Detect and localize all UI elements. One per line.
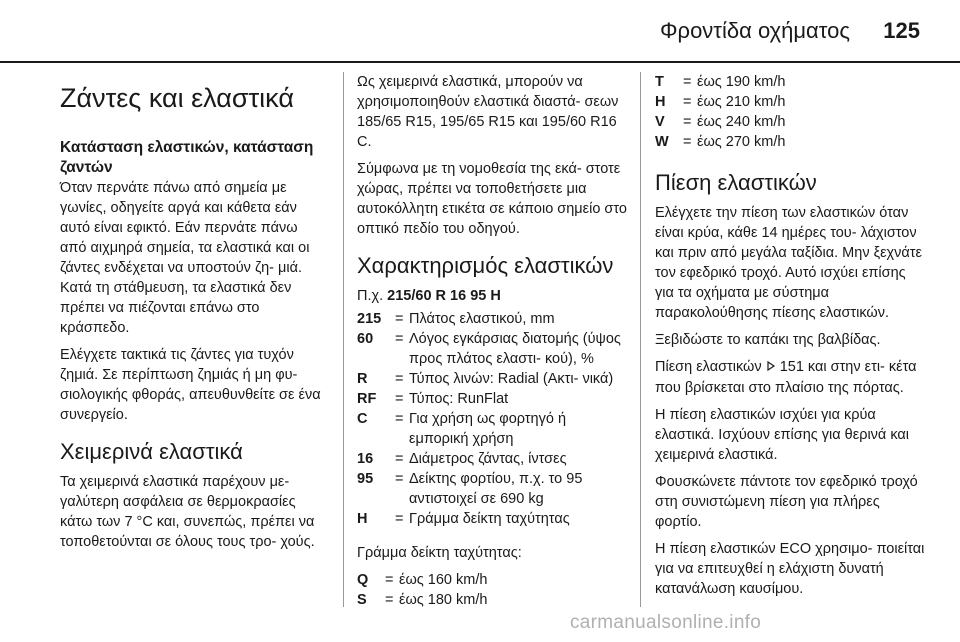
watermark: carmanualsonline.info xyxy=(570,612,762,633)
example-spec: 215/60 R 16 95 H xyxy=(387,288,501,304)
heading-tyre-designations: Χαρακτηρισμός ελαστικών xyxy=(357,253,614,278)
column-divider xyxy=(640,72,641,607)
paragraph: Φουσκώνετε πάντοτε τον εφεδρικό τροχό στη συνιστώμενη πίεση για πλήρες φορτίο. xyxy=(655,474,918,530)
speed-row xyxy=(655,112,925,132)
paragraph: Ελέγχετε την πίεση των ελαστικών όταν είναι κρύα, κάθε 14 ημέρες του- λάχιστον και πριν από μεγάλα ταξίδια. Μην ξεχνάτε τον εφεδρικό τροχό. Αυτό ισχύει επίσης για τα οχήματα με σύστημα παρακολούθησης πίεσης ελαστικών. xyxy=(655,205,922,321)
speed-key: Q xyxy=(357,572,369,588)
def-value: Πλάτος ελαστικού, mm xyxy=(409,311,555,327)
speed-row xyxy=(357,590,627,610)
speed-key: V xyxy=(655,114,665,130)
equals-sign: = xyxy=(395,331,404,347)
equals-sign: = xyxy=(683,114,692,130)
column-right xyxy=(655,72,925,606)
definition-row xyxy=(357,329,627,369)
heading-wheels-tyres: Ζάντες και ελαστικά xyxy=(60,83,294,113)
equals-sign: = xyxy=(395,451,404,467)
paragraph: Ελέγχετε τακτικά τις ζάντες για τυχόν ζημιά. Σε περίπτωση ζημιάς ή μη φυ- σιολογικής φθοράς, απευθυνθείτε σε ένα συνεργείο. xyxy=(60,347,321,423)
equals-sign: = xyxy=(395,311,404,327)
paragraph: Ως χειμερινά ελαστικά, μπορούν να χρησιμοποιηθούν ελαστικά διαστά- σεων 185/65 R15, 195/65 R15 και 195/60 R16 C. xyxy=(357,74,619,150)
heading-tyre-pressure: Πίεση ελαστικών xyxy=(655,170,817,195)
speed-list xyxy=(655,72,925,152)
column-divider xyxy=(343,72,344,607)
example-prefix: Π.χ. xyxy=(357,288,384,304)
speed-key: T xyxy=(655,74,664,90)
def-key: C xyxy=(357,411,368,427)
speed-value: έως 240 km/h xyxy=(697,114,786,130)
heading-tyre-condition: Κατάσταση ελαστικών, κατάσταση ζαντών xyxy=(60,139,314,176)
definition-row xyxy=(357,449,627,469)
page-reference-icon[interactable] xyxy=(766,358,776,378)
def-key: 16 xyxy=(357,451,374,467)
def-key: 95 xyxy=(357,471,374,487)
pressure-ref-text-cont: 151 και στην ετι- κέτα που βρίσκεται στο πλαίσιο της πόρτας. xyxy=(655,359,917,396)
def-key: R xyxy=(357,371,368,387)
designation-list xyxy=(357,309,627,529)
definition-row xyxy=(357,369,627,389)
speed-value: έως 180 km/h xyxy=(399,592,488,608)
paragraph: Η πίεση ελαστικών ECO χρησιμο- ποιείται για να επιτευχθεί η ελάχιστη δυνατή κατανάλωση καυσίμου. xyxy=(655,541,925,597)
column-middle xyxy=(357,72,627,610)
equals-sign: = xyxy=(395,511,404,527)
def-value: Τύπος: RunFlat xyxy=(409,391,509,407)
paragraph: Η πίεση ελαστικών ισχύει για κρύα ελαστικά. Ισχύουν επίσης για θερινά και χειμερινά ελαστικά. xyxy=(655,407,910,463)
equals-sign: = xyxy=(683,134,692,150)
definition-row xyxy=(357,509,627,529)
speed-index-intro: Γράμμα δείκτη ταχύτητας: xyxy=(357,545,522,561)
header-rule xyxy=(0,61,960,63)
speed-value: έως 270 km/h xyxy=(697,134,786,150)
column-left xyxy=(60,72,322,559)
equals-sign: = xyxy=(385,592,394,608)
equals-sign: = xyxy=(395,411,404,427)
paragraph: Όταν περνάτε πάνω από σημεία με γωνίες, οδηγείτε αργά και κάθετα εάν αυτό είναι εφικτό. Εάν περνάτε πάνω από αιχμηρά σημεία, τα ελαστικά και οι ζάντες ενδέχεται να υποστούν ζη- μιά. Κατά τη στάθμευση, τα ελαστικά δεν πρέπει να πιέζονται επάνω στο κράσπεδο. xyxy=(60,180,310,336)
speed-row xyxy=(655,132,925,152)
definition-row xyxy=(357,309,627,329)
paragraph: Σύμφωνα με τη νομοθεσία της εκά- στοτε χώρας, πρέπει να τοποθετήσετε μια αυτοκόλλητη ετικέτα σε κάποιο σημείο στο οπτικό πεδίο του οδηγού. xyxy=(357,161,627,237)
definition-row xyxy=(357,409,627,449)
definition-row xyxy=(357,469,627,509)
def-value: Τύπος λινών: Radial (Ακτι- νικά) xyxy=(409,371,614,387)
speed-list xyxy=(357,570,627,610)
heading-winter-tyres: Χειμερινά ελαστικά xyxy=(60,439,243,464)
speed-key: H xyxy=(655,94,666,110)
equals-sign: = xyxy=(683,74,692,90)
speed-key: S xyxy=(357,592,367,608)
example-line xyxy=(357,286,627,306)
page-number: 125 xyxy=(883,18,920,43)
speed-value: έως 210 km/h xyxy=(697,94,786,110)
page-header xyxy=(0,0,960,60)
speed-row xyxy=(655,92,925,112)
speed-row xyxy=(357,570,627,590)
equals-sign: = xyxy=(395,391,404,407)
speed-row xyxy=(655,72,925,92)
equals-sign: = xyxy=(395,471,404,487)
equals-sign: = xyxy=(683,94,692,110)
def-value: Γράμμα δείκτη ταχύτητας xyxy=(409,511,570,527)
def-key: H xyxy=(357,511,368,527)
equals-sign: = xyxy=(385,572,394,588)
pressure-ref-text: Πίεση ελαστικών xyxy=(655,359,762,375)
definition-row xyxy=(357,389,627,409)
section-title: Φροντίδα οχήματος xyxy=(660,18,850,43)
speed-value: έως 190 km/h xyxy=(697,74,786,90)
paragraph: Ξεβιδώστε το καπάκι της βαλβίδας. xyxy=(655,332,881,348)
def-value: Λόγος εγκάρσιας διατομής (ύψος προς πλάτος ελαστι- κού), % xyxy=(409,331,621,367)
paragraph: Τα χειμερινά ελαστικά παρέχουν με- γαλύτερη ασφάλεια σε θερμοκρασίες κάτω των 7 °C και, συνεπώς, πρέπει να τοποθετούνται σε όλους τους τρο- χούς. xyxy=(60,474,315,550)
def-value: Για χρήση ως φορτηγό ή εμπορική χρήση xyxy=(409,411,567,447)
equals-sign: = xyxy=(395,371,404,387)
paragraph xyxy=(655,357,925,398)
def-key: 60 xyxy=(357,331,374,347)
speed-key: W xyxy=(655,134,669,150)
def-key: RF xyxy=(357,391,377,407)
def-key: 215 xyxy=(357,311,382,327)
def-value: Διάμετρος ζάντας, ίντσες xyxy=(409,451,567,467)
speed-value: έως 160 km/h xyxy=(399,572,488,588)
def-value: Δείκτης φορτίου, π.χ. το 95 αντιστοιχεί σε 690 kg xyxy=(409,471,583,507)
